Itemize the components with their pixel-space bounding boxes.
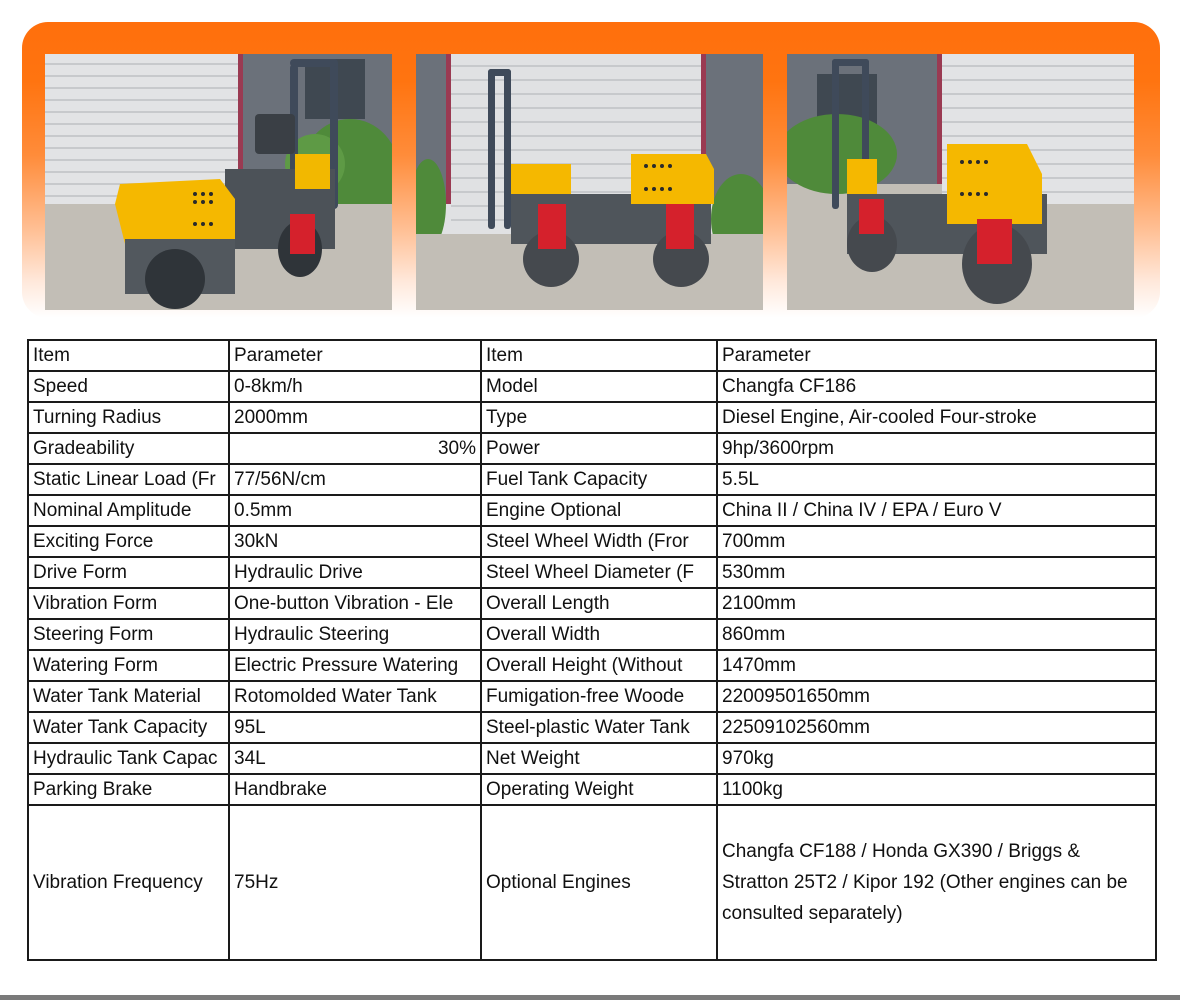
parameter-cell: 970kg [717,743,1156,774]
table-row [28,526,1156,557]
parameter-cell: China II / China IV / EPA / Euro V [717,495,1156,526]
table-row [28,743,1156,774]
table-row [28,712,1156,743]
item-cell: Drive Form [28,557,229,588]
header-cell-parameter: Parameter [229,340,481,371]
parameter-cell: 5.5L [717,464,1156,495]
parameter-cell: Hydraulic Drive [229,557,481,588]
product-photo-side [416,54,763,310]
table-header-row [28,340,1156,371]
item-cell: Overall Height (Without [481,650,717,681]
table-row [28,495,1156,526]
parameter-cell: 95L [229,712,481,743]
parameter-cell: Changfa CF186 [717,371,1156,402]
item-cell: Net Weight [481,743,717,774]
road-roller-photo-icon [416,54,763,310]
item-cell: Overall Width [481,619,717,650]
item-cell: Gradeability [28,433,229,464]
parameter-cell: Handbrake [229,774,481,805]
item-cell: Nominal Amplitude [28,495,229,526]
parameter-cell: 30kN [229,526,481,557]
bottom-divider-bar [0,995,1180,1000]
parameter-cell: 0-8km/h [229,371,481,402]
item-cell: Watering Form [28,650,229,681]
item-cell: Operating Weight [481,774,717,805]
parameter-cell: 1100kg [717,774,1156,805]
table-row [28,681,1156,712]
item-cell: Exciting Force [28,526,229,557]
parameter-cell: 530mm [717,557,1156,588]
parameter-cell: 34L [229,743,481,774]
header-cell-parameter: Parameter [717,340,1156,371]
header-cell-item: Item [28,340,229,371]
parameter-cell: 9hp/3600rpm [717,433,1156,464]
header-cell-item: Item [481,340,717,371]
item-cell: Model [481,371,717,402]
item-cell: Water Tank Capacity [28,712,229,743]
road-roller-photo-icon [787,54,1134,310]
item-cell: Hydraulic Tank Capac [28,743,229,774]
item-cell: Power [481,433,717,464]
parameter-cell: 2100mm [717,588,1156,619]
table-row [28,402,1156,433]
table-row [28,557,1156,588]
item-cell: Fuel Tank Capacity [481,464,717,495]
table-row [28,650,1156,681]
item-cell: Engine Optional [481,495,717,526]
item-cell: Steel Wheel Diameter (F [481,557,717,588]
parameter-cell: 700mm [717,526,1156,557]
product-photo-front [45,54,392,310]
parameter-cell: 2000mm [229,402,481,433]
parameter-cell: 0.5mm [229,495,481,526]
parameter-cell: 1470mm [717,650,1156,681]
parameter-cell: 75Hz [229,805,481,960]
item-cell: Type [481,402,717,433]
item-cell: Fumigation-free Woode [481,681,717,712]
parameter-cell: Rotomolded Water Tank [229,681,481,712]
table-row [28,433,1156,464]
parameter-cell: 22509102560mm [717,712,1156,743]
item-cell: Steel-plastic Water Tank [481,712,717,743]
item-cell: Steel Wheel Width (Fror [481,526,717,557]
parameter-cell: Diesel Engine, Air-cooled Four-stroke [717,402,1156,433]
table-row [28,774,1156,805]
parameter-cell: 77/56N/cm [229,464,481,495]
item-cell: Speed [28,371,229,402]
parameter-cell: 30% [229,433,481,464]
table-row [28,464,1156,495]
item-cell: Overall Length [481,588,717,619]
table-row [28,805,1156,960]
item-cell: Static Linear Load (Fr [28,464,229,495]
product-photo-rear [787,54,1134,310]
parameter-cell: Changfa CF188 / Honda GX390 / Briggs & Stratton 25T2 / Kipor 192 (Other engines can be consulted separately) [717,805,1156,960]
item-cell: Vibration Frequency [28,805,229,960]
item-cell: Water Tank Material [28,681,229,712]
item-cell: Parking Brake [28,774,229,805]
parameter-cell: 22009501650mm [717,681,1156,712]
table-row [28,371,1156,402]
table-row [28,619,1156,650]
road-roller-photo-icon [45,54,392,310]
item-cell: Vibration Form [28,588,229,619]
parameter-cell: Electric Pressure Watering [229,650,481,681]
parameter-cell: One-button Vibration - Ele [229,588,481,619]
parameter-cell: Hydraulic Steering [229,619,481,650]
item-cell: Turning Radius [28,402,229,433]
specifications-table [27,339,1157,961]
table-row [28,588,1156,619]
parameter-cell: 860mm [717,619,1156,650]
item-cell: Steering Form [28,619,229,650]
item-cell: Optional Engines [481,805,717,960]
